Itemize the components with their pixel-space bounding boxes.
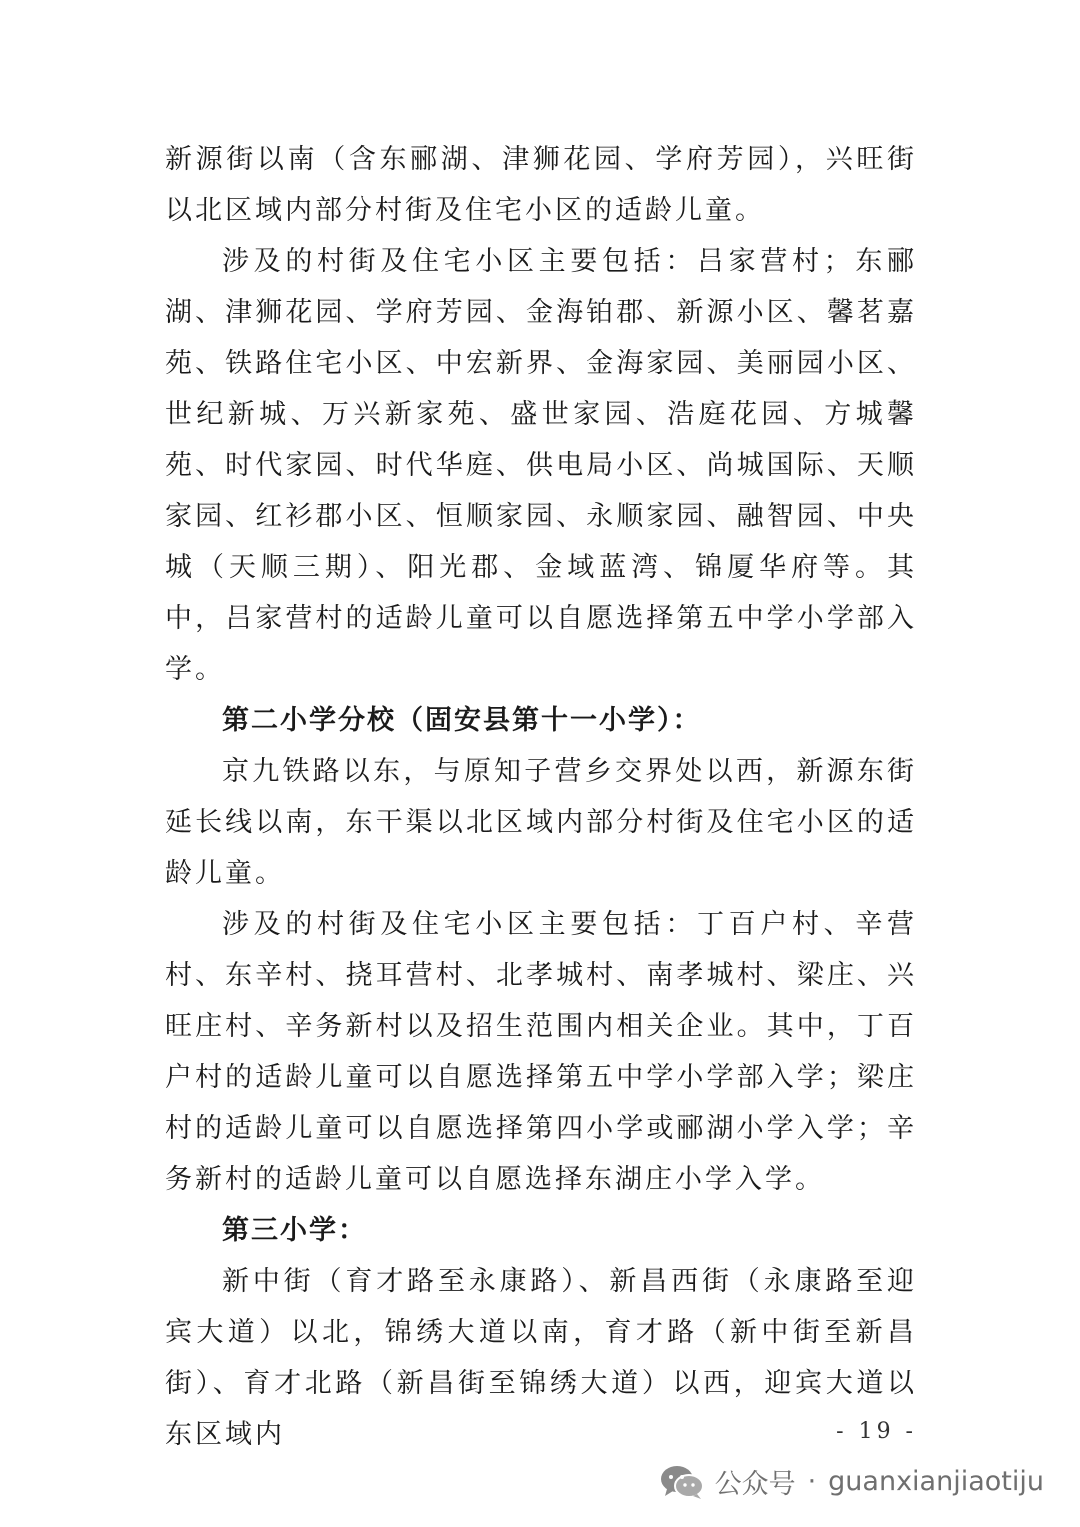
paragraph-4: 涉及的村街及住宅小区主要包括：丁百户村、辛营村、东辛村、挠耳营村、北孝城村、南孝城村、梁庄、兴旺庄村、辛务新村以及招生范围内相关企业。其中，丁百户村的适龄儿童可以自愿选择第五中学小学部入学；梁庄村的适龄儿童可以自愿选择第四小学或郦湖小学入学；辛务新村的适龄儿童可以自愿选择东湖庄小学入学。: [165, 909, 917, 1195]
watermark-account: guanxianjiaotiju: [828, 1466, 1044, 1497]
section-heading-school-2-branch: 第二小学分校（固安县第十一小学）：: [222, 705, 702, 736]
paragraph-5: 新中街（育才路至永康路）、新昌西街（永康路至迎宾大道）以北，锦绣大道以南，育才路（新中街至新昌街）、育才北路（新昌街至锦绣大道）以西，迎宾大道以东区域内: [165, 1266, 917, 1450]
page-number: - 19 -: [836, 1419, 917, 1444]
watermark: [659, 1462, 1044, 1501]
section-heading-school-3: 第三小学：: [222, 1215, 367, 1246]
paragraph-1: 新源街以南（含东郦湖、津狮花园、学府芳园），兴旺街以北区域内部分村街及住宅小区的适龄儿童。: [165, 144, 917, 226]
wechat-icon: [659, 1464, 705, 1500]
watermark-label: 公众号: [714, 1469, 796, 1500]
paragraph-2: 涉及的村街及住宅小区主要包括：吕家营村；东郦湖、津狮花园、学府芳园、金海铂郡、新源小区、馨茗嘉苑、铁路住宅小区、中宏新界、金海家园、美丽园小区、世纪新城、万兴新家苑、盛世家园、浩庭花园、方城馨苑、时代家园、时代华庭、供电局小区、尚城国际、天顺家园、红衫郡小区、恒顺家园、永顺家园、融智园、中央城（天顺三期）、阳光郡、金域蓝湾、锦厦华府等。其中，吕家营村的适龄儿童可以自愿选择第五中学小学部入学。: [165, 246, 917, 685]
watermark-separator: ·: [807, 1466, 817, 1497]
document-body: [165, 134, 917, 1460]
paragraph-3: 京九铁路以东，与原知子营乡交界处以西，新源东街延长线以南，东干渠以北区域内部分村街及住宅小区的适龄儿童。: [165, 756, 917, 889]
